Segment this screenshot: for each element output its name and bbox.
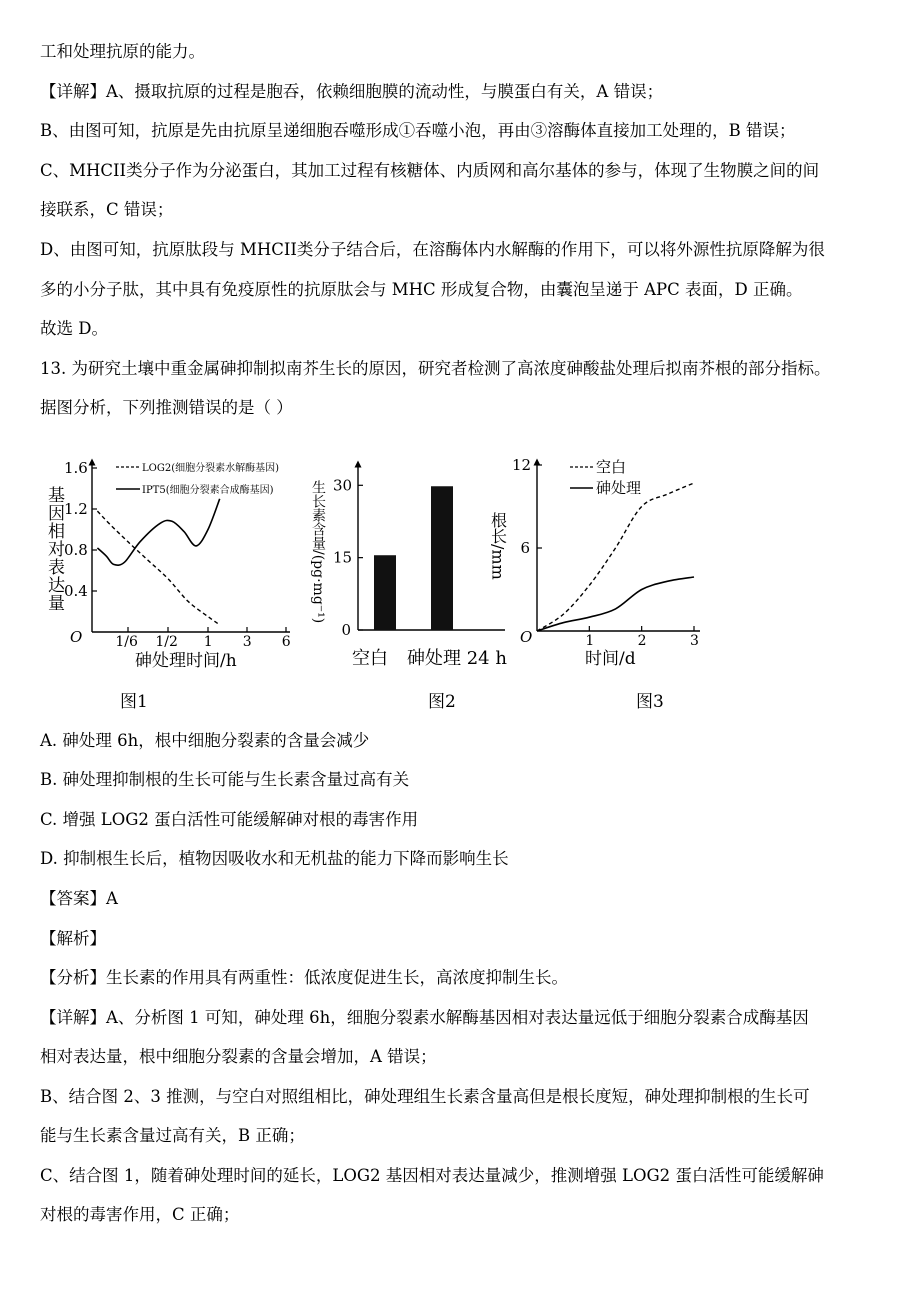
fig3-x-tick-label: 1 — [585, 633, 595, 649]
fig1-y-tick-label: 0.8 — [64, 541, 88, 559]
figure-3-caption: 图3 — [636, 692, 664, 712]
fig1-series-log2-line — [97, 511, 219, 625]
text-line: 【详解】A、摄取抗原的过程是胞吞，依赖细胞膜的流动性，与膜蛋白有关，A 错误； — [40, 82, 664, 101]
option-a: A. 砷处理 6h，根中细胞分裂素的含量会减少 — [40, 731, 370, 750]
charts-svg — [40, 450, 860, 720]
fig2-y-tick-label: 0 — [341, 621, 352, 639]
figure-2 — [310, 464, 507, 669]
analysis-line: 能与生长素含量过高有关，B 正确； — [40, 1126, 305, 1145]
text-line: D、由图可知，抗原肽段与 MHCII类分子结合后，在溶酶体内水解酶的作用下，可以将外源性抗原降解为很 — [40, 240, 825, 259]
analysis-line: 对根的毒害作用，C 正确； — [40, 1205, 240, 1224]
fig2-category-label: 砷处理 24 h — [407, 648, 507, 669]
figure-2-caption: 图2 — [428, 692, 456, 712]
analysis-heading: 【解析】 — [40, 929, 106, 948]
fig1-x-tick-label: 1 — [203, 634, 213, 650]
fig3-y-tick-label: 6 — [520, 539, 531, 557]
fig2-y-label: 生长素含量/(pg·mg⁻¹) — [310, 480, 326, 624]
text-line: B、由图可知，抗原是先由抗原呈递细胞吞噬形成①吞噬小泡，再由③溶酶体直接加工处理的，B 错误； — [40, 121, 796, 140]
analysis-line: 相对表达量，根中细胞分裂素的含量会增加，A 错误； — [40, 1047, 437, 1066]
question-stem: 13. 为研究土壤中重金属砷抑制拟南芥生长的原因，研究者检测了高浓度砷酸盐处理后拟南芥根的部分指标。 — [40, 359, 831, 378]
fig1-legend-ipt5: IPT5(细胞分裂素合成酶基因) — [142, 485, 274, 496]
fig2-y-tick-label: 15 — [333, 548, 353, 567]
text-line: 工和处理抗原的能力。 — [40, 42, 205, 61]
fig1-series-ipt5-line — [97, 499, 219, 565]
analysis-line: 【分析】生长素的作用具有两重性：低浓度促进生长，高浓度抑制生长。 — [40, 968, 568, 987]
fig1-y-label: 基因相对表达量 — [44, 486, 64, 612]
figure-1-caption: 图1 — [120, 692, 148, 712]
fig3-x-tick-label: 2 — [637, 633, 647, 649]
text-line: 多的小分子肽，其中具有免疫原性的抗原肽会与 MHC 形成复合物，由囊泡呈递于 APC 表面，D 正确。 — [40, 280, 803, 299]
option-c: C. 增强 LOG2 蛋白活性可能缓解砷对根的毒害作用 — [40, 810, 419, 829]
text-line: 故选 D。 — [40, 319, 108, 338]
fig1-y-tick-label: 0.4 — [64, 582, 88, 600]
fig1-x-tick-label: 1/2 — [155, 634, 178, 650]
fig1-y-tick-label: 1.2 — [64, 500, 88, 518]
fig3-x-label: 时间/d — [585, 649, 636, 669]
fig1-y-tick-label: 1.6 — [64, 459, 88, 477]
question-stem: 据图分析，下列推测错误的是（ ） — [40, 398, 293, 417]
fig3-legend-arsenic: 砷处理 — [596, 479, 642, 497]
fig1-x-tick-label: 1/6 — [115, 634, 138, 650]
fig3-y-label: 根长/mm — [488, 512, 508, 580]
fig2-bar — [431, 486, 453, 630]
fig3-series-arsenic-line — [537, 577, 694, 631]
fig3-origin: O — [520, 628, 533, 646]
fig1-x-tick-label: 3 — [242, 634, 252, 650]
analysis-line: C、结合图 1，随着砷处理时间的延长，LOG2 基因相对表达量减少，推测增强 LOG2 蛋白活性可能缓解砷 — [40, 1166, 824, 1185]
fig1-x-tick-label: 6 — [281, 634, 291, 650]
fig3-x-tick-label: 3 — [690, 633, 699, 649]
fig3-y-tick-label: 12 — [512, 456, 532, 474]
text-line: C、MHCII类分子作为分泌蛋白，其加工过程有核糖体、内质网和高尔基体的参与，体现了生物膜之间的间 — [40, 161, 820, 180]
analysis-line: 【详解】A、分析图 1 可知，砷处理 6h，细胞分裂素水解酶基因相对表达量远低于细胞分裂素合成酶基因 — [40, 1008, 809, 1027]
fig2-bar — [374, 555, 396, 630]
figure-group — [40, 450, 860, 720]
fig1-legend-log2: LOG2(细胞分裂素水解酶基因) — [142, 463, 279, 474]
analysis-line: B、结合图 2、3 推测，与空白对照组相比，砷处理组生长素含量高但是根长度短，砷处理抑制根的生长可 — [40, 1087, 810, 1106]
option-d: D. 抑制根生长后，植物因吸收水和无机盐的能力下降而影响生长 — [40, 849, 509, 868]
fig2-y-tick-label: 30 — [333, 476, 353, 495]
figure-3 — [489, 456, 701, 669]
text-line: 接联系，C 错误； — [40, 200, 174, 219]
figure-1 — [44, 459, 291, 671]
fig1-origin: O — [70, 628, 83, 646]
answer-line: 【答案】A — [40, 889, 118, 908]
fig2-category-label: 空白 — [352, 648, 388, 669]
fig3-legend-blank: 空白 — [596, 458, 627, 476]
option-b: B. 砷处理抑制根的生长可能与生长素含量过高有关 — [40, 770, 410, 789]
fig1-x-label: 砷处理时间/h — [135, 651, 237, 671]
